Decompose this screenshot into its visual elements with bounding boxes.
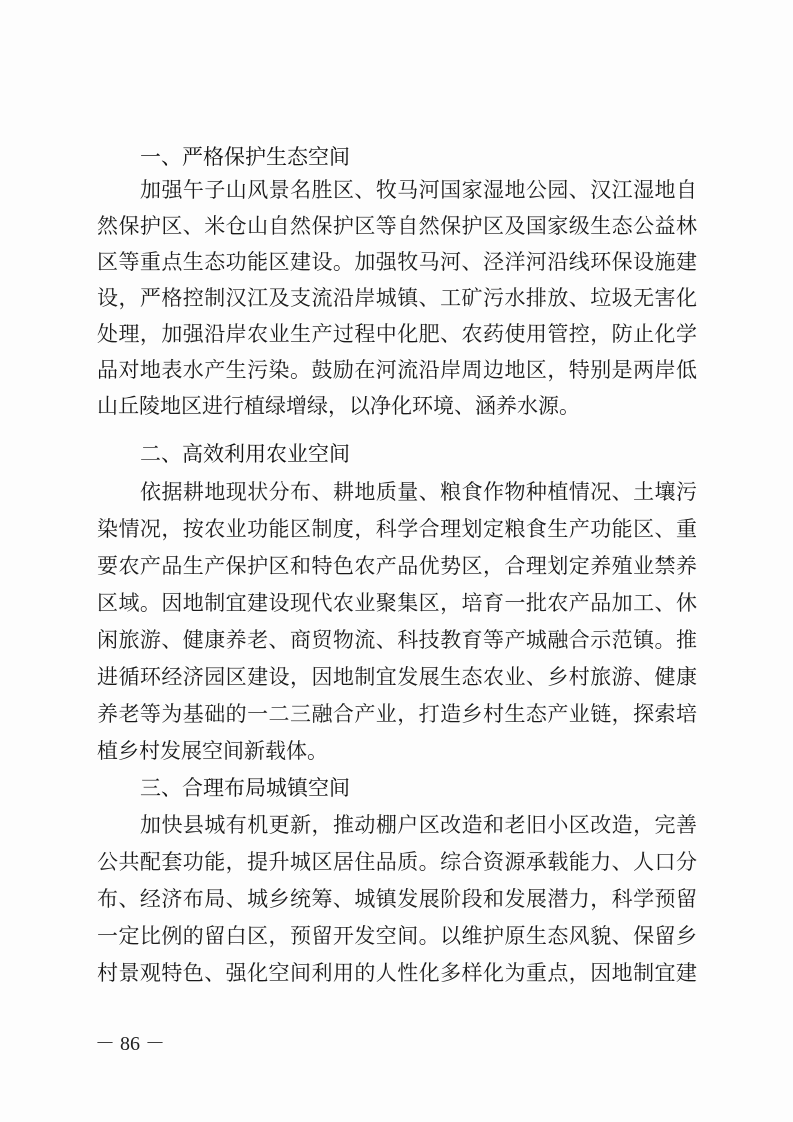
paragraph-line: 设，严格控制汉江及支流沿岸城镇、工矿污水排放、垃圾无害化 xyxy=(97,286,697,310)
paragraph-line: 进循环经济园区建设，因地制宜发展生态农业、乡村旅游、健康 xyxy=(97,665,697,689)
paragraph-line: 公共配套功能，提升城区居住品质。综合资源承载能力、人口分 xyxy=(97,850,697,874)
paragraph-line: 一定比例的留白区，预留开发空间。以维护原生态风貌、保留乡 xyxy=(97,924,697,948)
paragraph-line: 然保护区、米仓山自然保护区等自然保护区及国家级生态公益林 xyxy=(97,214,697,238)
paragraph-line: 染情况，按农业功能区制度，科学合理划定粮食生产功能区、重 xyxy=(97,517,697,541)
paragraph-line: 布、经济布局、城乡统筹、城镇发展阶段和发展潜力，科学预留 xyxy=(97,887,697,911)
paragraph-line: 区域。因地制宜建设现代农业聚集区，培育一批农产品加工、休 xyxy=(97,591,697,615)
paragraph-line: 品对地表水产生污染。鼓励在河流沿岸周边地区，特别是两岸低 xyxy=(97,358,697,382)
paragraph-line: 区等重点生态功能区建设。加强牧马河、泾洋河沿线环保设施建 xyxy=(97,250,697,274)
paragraph-line: 要农产品生产保护区和特色农产品优势区，合理划定养殖业禁养 xyxy=(97,554,697,578)
paragraph-line: 处理，加强沿岸农业生产过程中化肥、农药使用管控，防止化学 xyxy=(97,322,697,346)
paragraph-line: 加强午子山风景名胜区、牧马河国家湿地公园、汉江湿地自 xyxy=(140,178,697,202)
paragraph-line: 村景观特色、强化空间利用的人性化多样化为重点，因地制宜建 xyxy=(97,961,697,985)
section-heading-2: 二、高效利用农业空间 xyxy=(140,442,350,466)
paragraph-line: 山丘陵地区进行植绿增绿，以净化环境、涵养水源。 xyxy=(97,394,580,418)
paragraph-line: 加快县城有机更新，推动棚户区改造和老旧小区改造，完善 xyxy=(140,813,697,837)
paragraph-line: 闲旅游、健康养老、商贸物流、科技教育等产城融合示范镇。推 xyxy=(97,628,697,652)
page-number: － 86 － xyxy=(95,1033,165,1055)
section-heading-1: 一、严格保护生态空间 xyxy=(140,145,350,169)
paragraph-line: 养老等为基础的一二三融合产业，打造乡村生态产业链，探索培 xyxy=(97,702,697,726)
paragraph-line: 植乡村发展空间新载体。 xyxy=(97,739,328,763)
section-heading-3: 三、合理布局城镇空间 xyxy=(140,776,350,800)
paragraph-line: 依据耕地现状分布、耕地质量、粮食作物种植情况、土壤污 xyxy=(140,480,697,504)
